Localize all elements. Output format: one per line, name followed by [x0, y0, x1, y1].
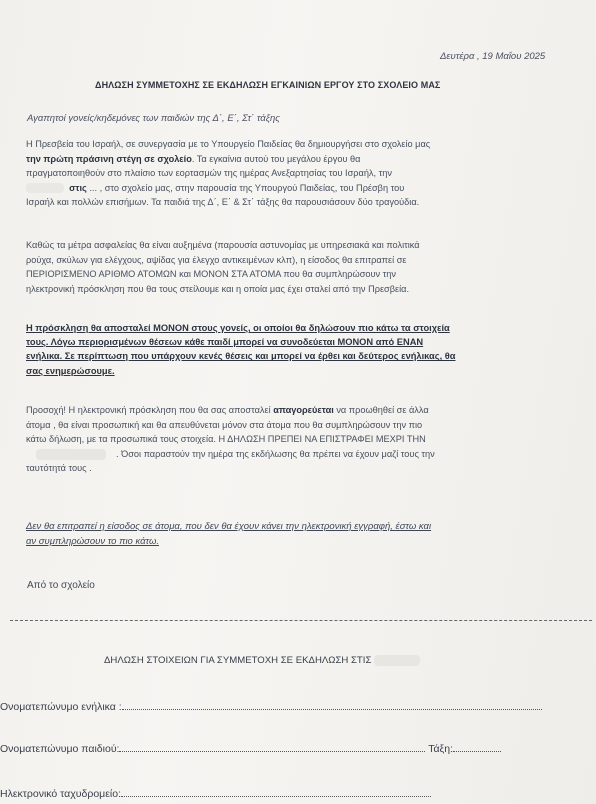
form-title: ΔΗΛΩΣΗ ΣΤΟΙΧΕΙΩΝ ΓΙΑ ΣΥΜΜΕΤΟΧΗ ΣΕ ΕΚΔΗΛΩΣΗ ΣΤΙΣ [104, 655, 420, 666]
paragraph-line: αν συμπληρώσουν το πιο κάτω. [26, 535, 159, 547]
paragraph-invitation-rules [26, 321, 576, 378]
paragraph-entry-notice [26, 520, 576, 549]
paragraph-line: Ισραήλ και πολλών επισήμων. Τα παιδιά της Δ΄, Ε΄ & Στ΄ τάξης θα παρουσιάσουν δύο τραγούδια. [26, 197, 420, 207]
email-label: Ηλεκτρονικό ταχυδρομείο: [0, 788, 121, 800]
greeting: Αγαπητοί γονείς/κηδεμόνες των παιδιών της Δ΄, Ε΄, Στ΄ τάξης [27, 113, 280, 124]
paragraph-line: . Όσοι παραστούν την ημέρα της εκδήλωσης θα πρέπει να έχουν μαζί τους την [26, 447, 576, 462]
paragraph-line: Καθώς τα μέτρα ασφαλείας θα είναι αυξημένα (παρουσία αστυνομίας με υπηρεσιακά και πολιτικά [26, 240, 420, 250]
paragraph-line: ενήλικα. Σε περίπτωση που υπάρχουν κενές θέσεις και μπορεί να έρθει και δεύτερος ενήλικας, θα [26, 351, 456, 362]
child-name-blank[interactable] [119, 742, 425, 752]
paragraph-line: πραγματοποιηθούν στο πλαίσιο των εορτασμών της ημέρας Ανεξαρτησίας του Ισραήλ, την [26, 168, 392, 178]
paragraph-line: ταυτότητά τους . [26, 463, 92, 473]
paragraph-line: την πρώτη πράσινη στέγη σε σχολείο. Τα εγκαίνια αυτού του μεγάλου έργου θα [26, 153, 361, 164]
child-name-field[interactable] [0, 742, 501, 755]
child-name-label: Ονοματεπώνυμο παιδιού: [0, 743, 120, 755]
paragraph-security [26, 238, 576, 296]
paragraph-line: ΠΕΡΙΟΡΙΣΜΕΝΟ ΑΡΙΘΜΟ ΑΤΟΜΩΝ και ΜΟΝΟΝ ΣΤΑ ΑΤΟΜΑ που θα συμπληρώσουν την [26, 269, 396, 279]
email-field[interactable] [0, 787, 431, 800]
highlight-text: στις [69, 182, 87, 193]
email-blank[interactable] [121, 787, 431, 797]
adult-name-blank[interactable] [122, 700, 542, 710]
letter-date: Δευτέρα , 19 Μαΐου 2025 [440, 51, 546, 62]
adult-name-field[interactable] [0, 700, 542, 713]
cut-line [10, 620, 592, 621]
paragraph-line: άτομα , θα είναι προσωπική και θα απευθύνεται μόνον στα άτομα που θα συμπληρώσουν την πιο [26, 419, 423, 430]
adult-name-label: Ονοματεπώνυμο ενήλικα : [0, 701, 122, 713]
letter-title: ΔΗΛΩΣΗ ΣΥΜΜΕΤΟΧΗΣ ΣΕ ΕΚΔΗΛΩΣΗ ΕΓΚΑΙΝΙΩΝ ΕΡΓΟΥ ΣΤΟ ΣΧΟΛΕΙΟ ΜΑΣ [95, 80, 441, 90]
highlight-text: την πρώτη πράσινη στέγη σε σχολείο [26, 153, 192, 164]
paragraph-line: ηλεκτρονική πρόσκληση που θα τους στείλουμε και η οποία μας έχει σταλεί από την Πρεσβεία. [26, 283, 409, 294]
paragraph-line: κάτω δήλωση, με τα προσωπικά τους στοιχεία. Η ΔΗΛΩΣΗ ΠΡΕΠΕΙ ΝΑ ΕΠΙΣΤΡΑΦΕΙ ΜΕΧΡΙ ΤΗΝ [26, 434, 426, 444]
redacted-deadline [36, 449, 106, 460]
paragraph-warning [26, 403, 576, 476]
signature: Από το σχολείο [27, 580, 95, 591]
paragraph-line: Δεν θα επιτραπεί η είσοδος σε άτομα, που δεν θα έχουν κάνει την ηλεκτρονική εγγραφή, έστω και [26, 521, 432, 532]
paragraph-line: Η Πρεσβεία του Ισραήλ, σε συνεργασία με το Υπουργείο Παιδείας θα δημιουργήσει στο σχολείο μας [26, 139, 431, 149]
paragraph-line: Προσοχή! Η ηλεκτρονική πρόσκληση που θα σας αποσταλεί απαγορεύεται να προωθηθεί σε άλλα [26, 405, 429, 415]
paragraph-line: τους. Λόγω περιορισμένων θέσεων κάθε παιδί μπορεί να συνοδεύεται ΜΟΝΟΝ από ΕΝΑΝ [26, 337, 424, 348]
redacted-date [26, 183, 64, 193]
highlight-text: απαγορεύεται [273, 405, 334, 415]
class-label: Τάξη: [428, 743, 454, 755]
paragraph-invitation [26, 137, 576, 210]
paragraph-line: Η πρόσκληση θα αποσταλεί ΜΟΝΟΝ στους γονείς, οι οποίοι θα δηλώσουν πιο κάτω τα στοιχεία [26, 323, 450, 333]
class-blank[interactable] [453, 742, 501, 752]
paragraph-line: σας ενημερώσουμε. [26, 365, 115, 376]
paragraph-line: ρούχα, σκύλων για ελέγχους, αψίδας για έλεγχο αντικειμένων κλπ), η είσοδος θα επιτραπεί σε [26, 254, 407, 265]
redacted-date [374, 655, 420, 666]
paragraph-line: στις ... , στο σχολείο μας, στην παρουσία της Υπουργού Παιδείας, του Πρέσβη του [26, 181, 576, 196]
